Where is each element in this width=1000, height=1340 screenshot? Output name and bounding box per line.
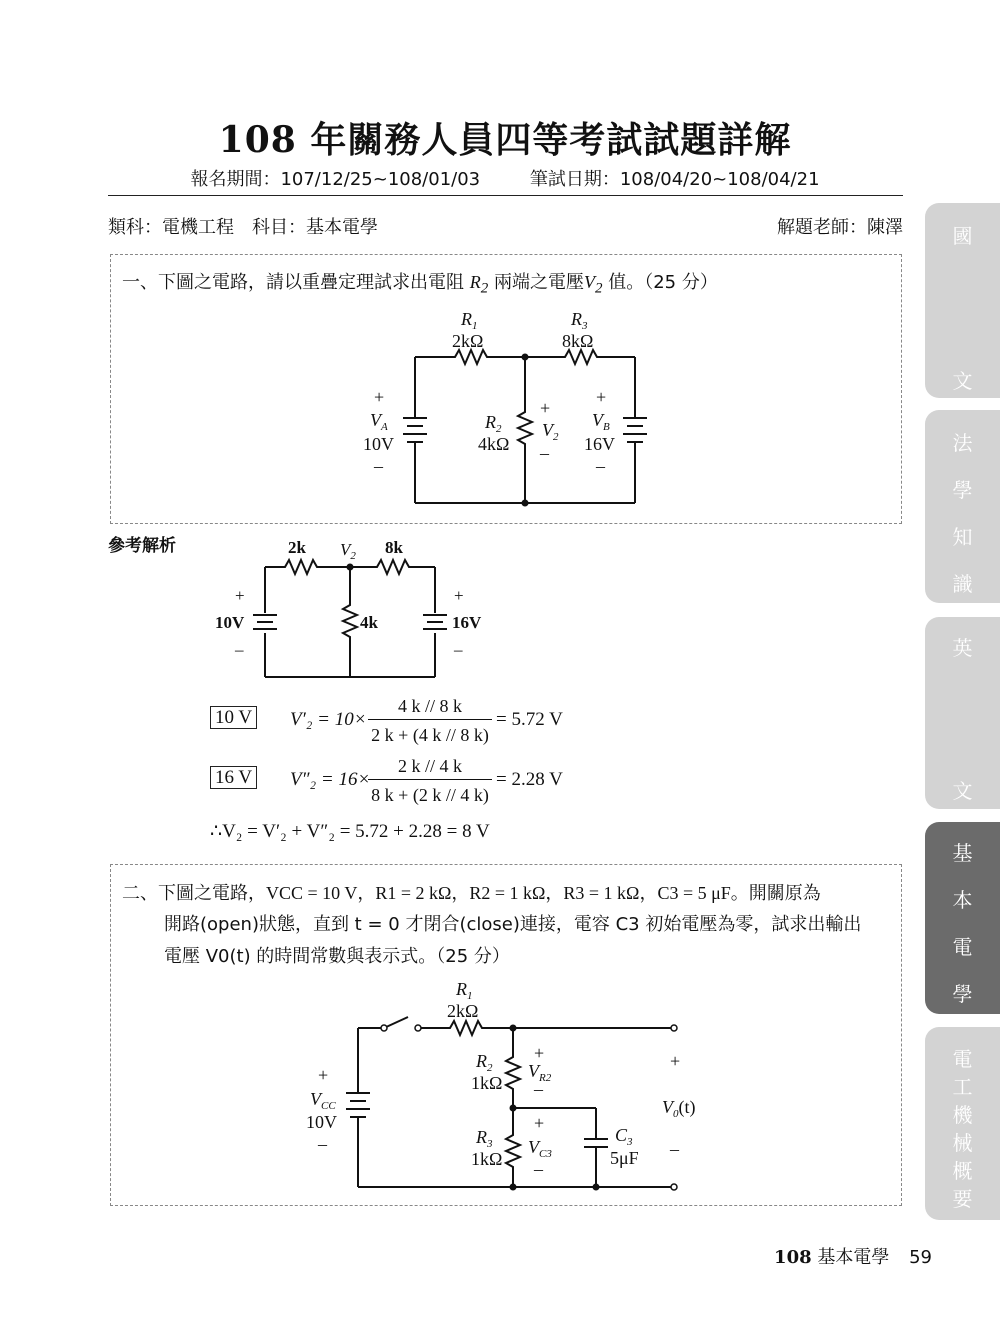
svg-text:R1: $R_1$ (456, 979, 473, 1002)
page-number: 59 (909, 1247, 932, 1268)
svg-text:1kΩ: 1kΩ (471, 1073, 503, 1093)
page-title: 108 年關務人員四等考試試題詳解 (218, 119, 792, 161)
page-footer (774, 1243, 932, 1269)
svg-text:8k: 8k (385, 538, 403, 557)
svg-text:–: – (596, 456, 605, 476)
question-2-line-3: 電壓 V0(t) 的時間常數與表示式。（25 分） (164, 946, 510, 967)
question-1-circuit (340, 300, 680, 515)
svg-text:+: + (596, 387, 607, 407)
svg-text:–: – (318, 1134, 327, 1154)
svg-text:10V: 10V (306, 1112, 337, 1132)
svg-text:VR2: $V_{R2}$ (528, 1061, 552, 1084)
svg-text:+: + (534, 1113, 545, 1133)
r3-label: $R_3$ (571, 309, 588, 332)
va-value: 10V (363, 434, 394, 454)
equation-1 (210, 707, 257, 729)
solution-circuit (200, 535, 500, 685)
tab-english[interactable]: 英 文 (925, 617, 1000, 809)
question-1-text: 一、下圖之電路，請以重疊定理試求出電阻 $R_2$ 兩端之電壓$V_2$ 值。（25 分） (122, 272, 718, 297)
node-v2-label: $V_2$ (340, 540, 356, 562)
svg-text:–: – (670, 1139, 679, 1159)
registration-period: 報名期間：107/12/25~108/01/03 (190, 169, 481, 190)
svg-text:VCC: $V_{CC}$ (310, 1089, 336, 1112)
equation-2-result: = 2.28 V (496, 769, 563, 790)
svg-text:–: – (540, 443, 549, 463)
tab-basic-electricity[interactable]: 基 本 電 學 (925, 822, 1000, 1014)
subject-tabs (925, 0, 1000, 1340)
tab-law[interactable]: 法 學 知 識 (925, 410, 1000, 603)
svg-text:R2: $R_2$ (476, 1051, 493, 1074)
equation-2-numerator: 2 k // 4 k (368, 756, 492, 780)
svg-text:R3: $R_3$ (476, 1127, 493, 1150)
equation-2-lhs: V″₂ = 16× (290, 769, 371, 790)
svg-text:2kΩ: 2kΩ (447, 1001, 479, 1021)
svg-text:–: – (534, 1159, 543, 1179)
equation-2-denominator: 8 k + (2 k // 4 k) (371, 785, 489, 805)
conclusion: ∴V₂ = V′₂ + V″₂ = 5.72 + 2.28 = 8 V (210, 821, 490, 842)
svg-text:–: – (235, 640, 244, 659)
svg-text:VC3: $V_{C3}$ (528, 1137, 552, 1160)
svg-text:V0(t): $V_0(t)$ (662, 1097, 696, 1120)
svg-text:+: + (534, 1043, 545, 1063)
svg-text:+: + (374, 387, 385, 407)
teacher: 解題老師：陳澤 (777, 217, 903, 238)
footer-year: 108 (774, 1247, 812, 1268)
r2-label: $R_2$ (485, 412, 502, 435)
category-subject: 類科：電機工程 科目：基本電學 (108, 217, 378, 238)
svg-text:16V: 16V (452, 613, 482, 632)
vb-label: $V_B$ (592, 410, 610, 433)
question-2-line-1: 二、下圖之電路，VCC = 10 V，R1 = 2 kΩ，R2 = 1 kΩ，R3 = 1 kΩ，C3 = 5 μF。開關原為 (122, 883, 821, 904)
r2-value: 4kΩ (478, 434, 510, 454)
svg-text:–: – (454, 640, 463, 659)
equation-1-label: 10 V (210, 706, 257, 729)
vb-value: 16V (584, 434, 615, 454)
svg-text:1kΩ: 1kΩ (471, 1149, 503, 1169)
question-2-circuit (300, 975, 700, 1200)
svg-text:10V: 10V (215, 613, 245, 632)
header-rule (108, 195, 903, 196)
equation-1-lhs: V′₂ = 10× (290, 709, 367, 730)
va-label: $V_A$ (370, 410, 388, 433)
svg-text:+: + (235, 586, 245, 605)
equation-1-numerator: 4 k // 8 k (368, 696, 492, 720)
footer-subject: 基本電學 (811, 1247, 890, 1268)
r3-value: 8kΩ (562, 331, 594, 351)
svg-text:2k: 2k (288, 538, 306, 557)
svg-text:C3: $C_3$ (615, 1125, 633, 1148)
svg-text:+: + (540, 398, 551, 418)
exam-dates (0, 165, 1000, 191)
v2-label: $V_2$ (542, 420, 559, 443)
equation-1-denominator: 2 k + (4 k // 8 k) (371, 725, 489, 745)
svg-text:–: – (534, 1079, 543, 1099)
solution-heading: 參考解析 (108, 536, 176, 556)
svg-text:+: + (670, 1051, 681, 1071)
svg-text:5μF: 5μF (610, 1148, 639, 1168)
svg-text:+: + (318, 1065, 329, 1085)
r1-value: 2kΩ (452, 331, 484, 351)
question-2-line-2: 開路(open)狀態，直到 t = 0 才閉合(close)連接，電容 C3 初始電壓為零，試求出輸出 (164, 914, 862, 935)
tab-chinese[interactable]: 國 文 (925, 203, 1000, 398)
svg-text:4k: 4k (360, 613, 378, 632)
svg-text:–: – (374, 456, 383, 476)
tab-electrical-machines[interactable]: 電 工 機 械 概 要 (925, 1027, 1000, 1220)
written-exam-date: 筆試日期：108/04/20~108/04/21 (529, 169, 820, 190)
equation-1-result: = 5.72 V (496, 709, 563, 730)
equation-2 (210, 767, 257, 789)
equation-2-label: 16 V (210, 766, 257, 789)
svg-text:+: + (454, 586, 464, 605)
r1-label: $R_1$ (461, 309, 478, 332)
